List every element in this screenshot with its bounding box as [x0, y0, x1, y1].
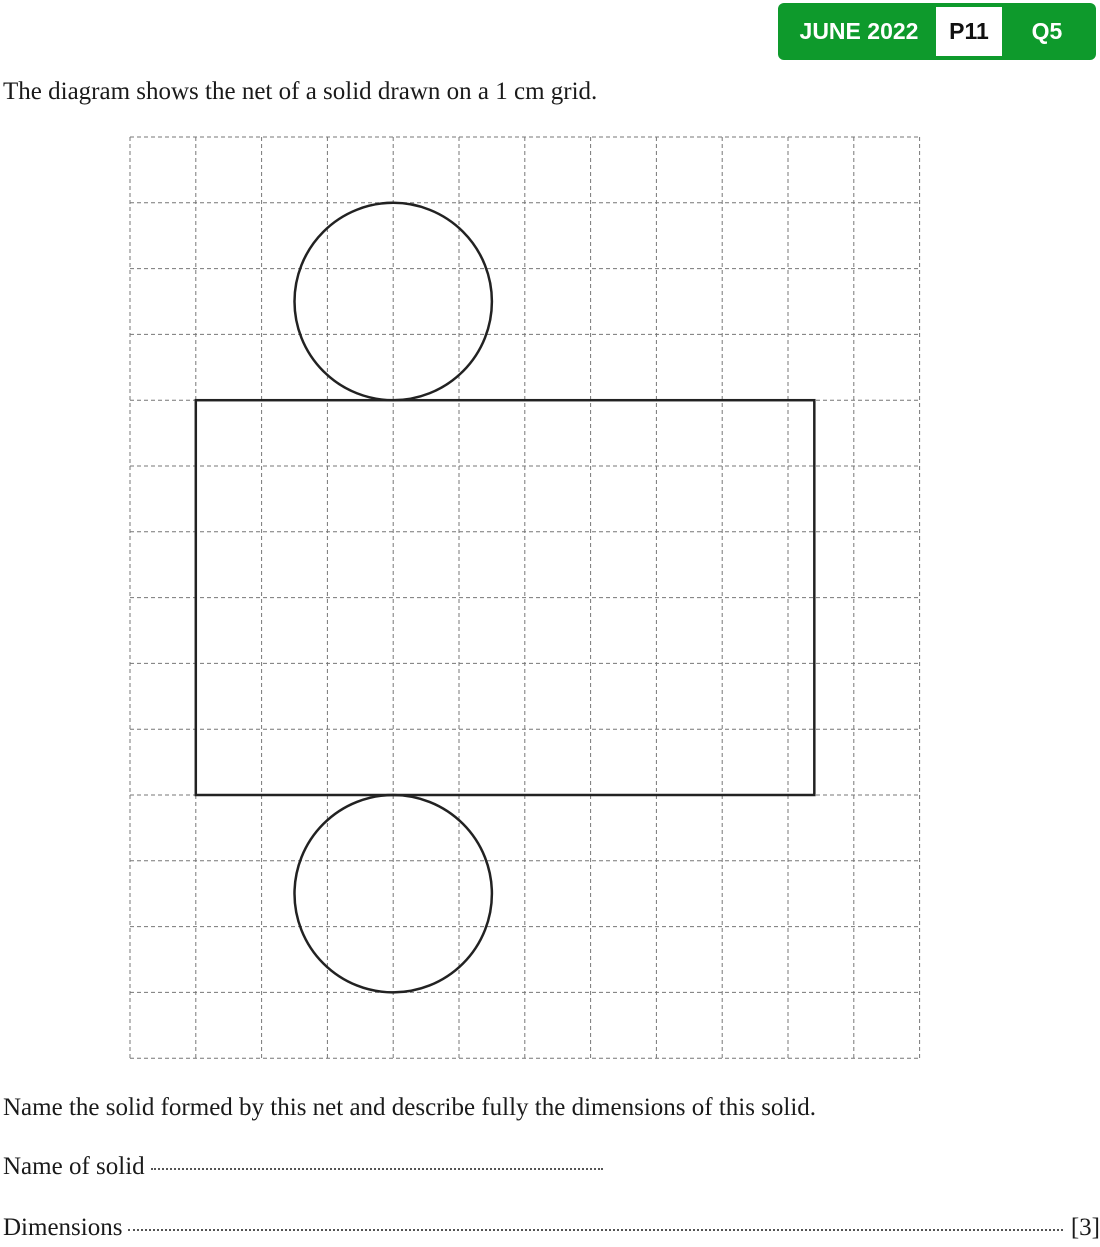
- question-intro: The diagram shows the net of a solid drawn on a 1 cm grid.: [3, 78, 598, 105]
- dimensions-answer-space[interactable]: [128, 1229, 1062, 1231]
- dimensions-label: Dimensions: [3, 1214, 123, 1241]
- paper-label: P11: [936, 7, 1002, 56]
- name-of-solid-answer-space[interactable]: [151, 1168, 603, 1170]
- dimensions-line: [3, 1214, 1100, 1242]
- name-of-solid-label: Name of solid: [3, 1153, 145, 1180]
- name-of-solid-line: [3, 1153, 603, 1181]
- question-number: Q5: [1031, 18, 1063, 44]
- question-text: Name the solid formed by this net and describe fully the dimensions of this solid.: [3, 1094, 817, 1121]
- session-label: JUNE 2022: [799, 18, 919, 44]
- cm-grid: [130, 137, 920, 1058]
- marks-label: [3]: [1070, 1214, 1100, 1241]
